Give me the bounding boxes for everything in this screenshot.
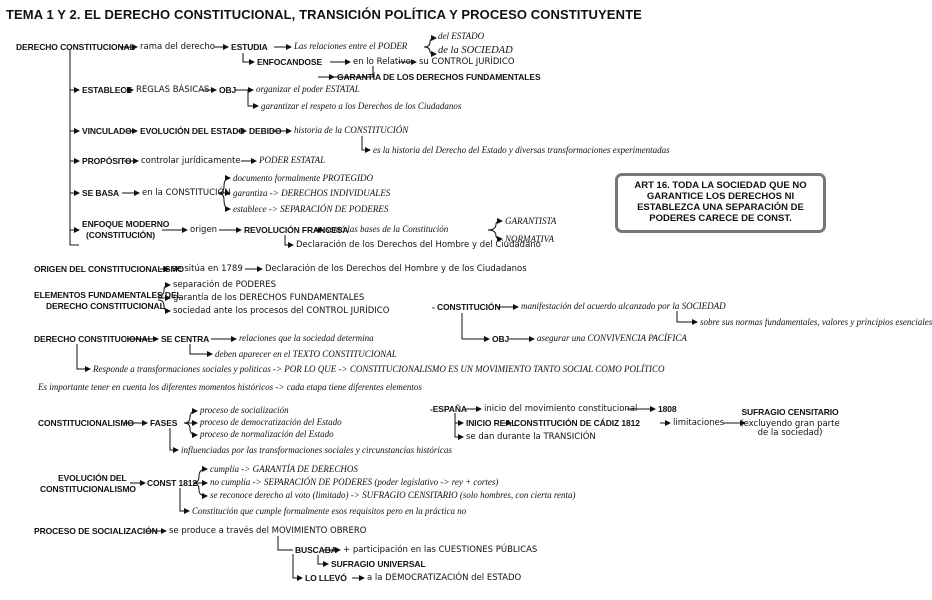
relaciones-sociedad-text: relaciones que la sociedad determina [239,333,374,343]
garantia-derechos-text: GARANTÍA DE LOS DERECHOS FUNDAMENTALES [337,72,541,82]
derecho-constitucional-root: DERECHO CONSTITUCIONAL [16,42,135,52]
elemento-sociedad: sociedad ante los procesos del CONTROL JURÍDICO [173,306,390,316]
documento-text: documento formalmente PROTEGIDO [233,173,373,183]
movimiento-obrero-text: se produce a través del MOVIMIENTO OBRERO [169,526,367,536]
organizar-text: organizar el poder ESTATAL [256,84,360,94]
se-centra-label: SE CENTRA [161,334,210,344]
vinculado-label: VINCULADO [82,126,132,136]
fases-label: FASES [150,418,178,428]
sufragio-censitario-heading: SUFRAGIO CENSITARIO [741,407,839,417]
de-sociedad-text: de la SOCIEDAD [438,45,513,56]
limitaciones-text: limitaciones [673,418,725,428]
enfoque-moderno-label: ENFOQUE MODERNO [82,219,170,229]
sobre-normas-text: sobre sus normas fundamentales, valores y principios esenciales [700,317,932,327]
art16-text: ART 16. TODA LA SOCIEDAD QUE NO GARANTICE LOS DERECHOS NI ESTABLEZCA UNA SEPARACIÓN DE PODERES CARECE DE CONST. [634,180,807,224]
fase-democratizacion: proceso de democratización del Estado [200,417,342,427]
inicio-real-label: INICIO REAL [466,418,517,428]
no-cumplia-text: no cumplía -> SEPARACIÓN DE PODERES (poder legislativo -> rey + cortes) [210,477,499,487]
excluyendo-text: (excluyendo gran parte de la sociedad) [740,419,840,439]
situa-1789-text: se sitúa en 1789 [172,264,243,274]
garantizar-text: garantizar el respeto a los Derechos de los Ciudadanos [261,101,462,111]
rama-text: rama del derecho [140,42,216,52]
espana-label: -ESPAÑA [430,404,467,414]
normativa-text: NORMATIVA [505,234,554,244]
se-basa-label: SE BASA [82,188,120,198]
sufragio-universal-text: SUFRAGIO UNIVERSAL [331,559,426,569]
constitucionalismo-label: CONSTITUCIONALISMO [38,418,134,428]
lo-llevo-label: LO LLEVÓ [305,573,347,583]
const-1812-label: CONST 1812 [147,478,198,488]
influenciadas-text: influenciadas por las transformaciones sociales y circunstancias históricas [181,445,452,455]
elemento-separacion: separación de PODERES [173,280,277,290]
relaciones-text: Las relaciones entre el PODER [294,41,408,51]
fase-normalizacion: proceso de normalización del Estado [200,429,334,439]
fase-socializacion: proceso de socialización [200,405,289,415]
garantiza-text: garantiza -> DERECHOS INDIVIDUALES [233,188,391,198]
art16-box [615,173,826,233]
enfocandose-label: ENFOCANDOSE [257,57,323,67]
importante-momentos-text: Es importante tener en cuenta los diferentes momentos históricos -> cada etapa tiene diferentes elementos [38,382,422,392]
democratizacion-text: a la DEMOCRATIZACIÓN del ESTADO [367,573,522,583]
del-estado-text: del ESTADO [438,31,485,41]
revolucion-francesa-text: REVOLUCIÓN FRANCESA [244,225,349,235]
elementos-label-2: DERECHO CONSTITUCIONAL [46,301,165,311]
estudia-label: ESTUDIA [231,42,268,52]
deben-aparecer-text: deben aparecer en el TEXTO CONSTITUCIONAL [215,349,397,359]
responde-transformaciones-text: Responde a transformaciones sociales y politicas -> POR LO QUE -> CONSTITUCIONALISMO ES UN MOVIMIENTO TANTO SOCIAL COMO POLÍTICO [93,364,665,374]
participacion-text: + participación en las CUESTIONES PÚBLICAS [343,545,538,555]
manifestacion-text: manifestación del acuerdo alcanzado por la SOCIEDAD [521,301,726,311]
transicion-text: se dan durante la TRANSICIÓN [466,432,596,442]
reglas-basicas-text: REGLAS BÁSICAS [136,85,210,95]
declaracion-hombre-ciudadano: Declaración de los Derechos del Hombre y del Ciudadano [296,240,541,250]
elemento-garantia: garantía de los DERECHOS FUNDAMENTALES [173,293,365,303]
origen-text: origen [190,225,218,235]
proceso-socializacion-label: PROCESO DE SOCIALIZACIÓN [34,526,158,536]
controlar-text: controlar jurídicamente [141,156,241,166]
derecho-constitucional-2-label: DERECHO CONSTITUCIONAL [34,334,153,344]
en-constitucion-text: en la CONSTITUCIÓN [142,188,231,198]
cumple-formalmente-text: Constitución que cumple formalmente esos requisitos pero en la práctica no [192,506,467,516]
enfoque-moderno-sub: (CONSTITUCIÓN) [86,230,155,240]
evolucion-label-1: EVOLUCIÓN DEL [58,473,127,483]
garantista-text: GARANTISTA [505,216,557,226]
control-juridico-text: su CONTROL JURÍDICO [419,57,515,67]
asegurar-convivencia-text: asegurar una CONVIVENCIA PACÍFICA [537,333,687,343]
establece-label: ESTABLECE [82,85,132,95]
obj-label-2: OBJ [492,334,510,344]
declaracion-derechos-text: Declaración de los Derechos del Hombre y de los Ciudadanos [265,264,527,274]
sento-bases-text: sentó las bases de la Constitución [326,224,449,234]
evolucion-label-2: CONSTITUCIONALISMO [40,484,136,494]
year-1808: 1808 [658,404,677,414]
origen-constitucionalismo-label: ORIGEN DEL CONSTITUCIONALISMO [34,264,184,274]
buscaba-label: BUSCABA [295,545,337,555]
historia-text: historia de la CONSTITUCIÓN [294,125,409,135]
elementos-label-1: ELEMENTOS FUNDAMENTALES DEL [34,290,182,300]
voto-limitado-text: se reconoce derecho al voto (limitado) -> SUFRAGIO CENSITARIO (solo hombres, con cierta renta) [210,490,576,500]
constitucion-label: - CONSTITUCIÓN [432,302,501,312]
es-historia-text: es la historia del Derecho del Estado y diversas transformaciones experimentadas [373,145,670,155]
poder-estatal-text: PODER ESTATAL [259,155,326,165]
debido-label: DEBIDO [249,126,282,136]
constitucion-cadiz-text: CONSTITUCIÓN DE CÁDIZ 1812 [514,418,640,428]
cumplia-garantia-text: cumplía -> GARANTÍA DE DERECHOS [210,464,358,474]
proposito-label: PROPÓSITO [82,156,132,166]
en-relativo-text: en lo Relativo [353,57,411,67]
page-title: TEMA 1 Y 2. EL DERECHO CONSTITUCIONAL, TRANSICIÓN POLÍTICA Y PROCESO CONSTITUYENTE [6,7,642,22]
inicio-movimiento-text: inicio del movimiento constitucional [484,404,638,414]
evolucion-estado-text: EVOLUCIÓN DEL ESTADO [140,126,245,136]
obj-label-1: OBJ [219,85,237,95]
establece-separacion-text: establece -> SEPARACIÓN DE PODERES [233,204,389,214]
